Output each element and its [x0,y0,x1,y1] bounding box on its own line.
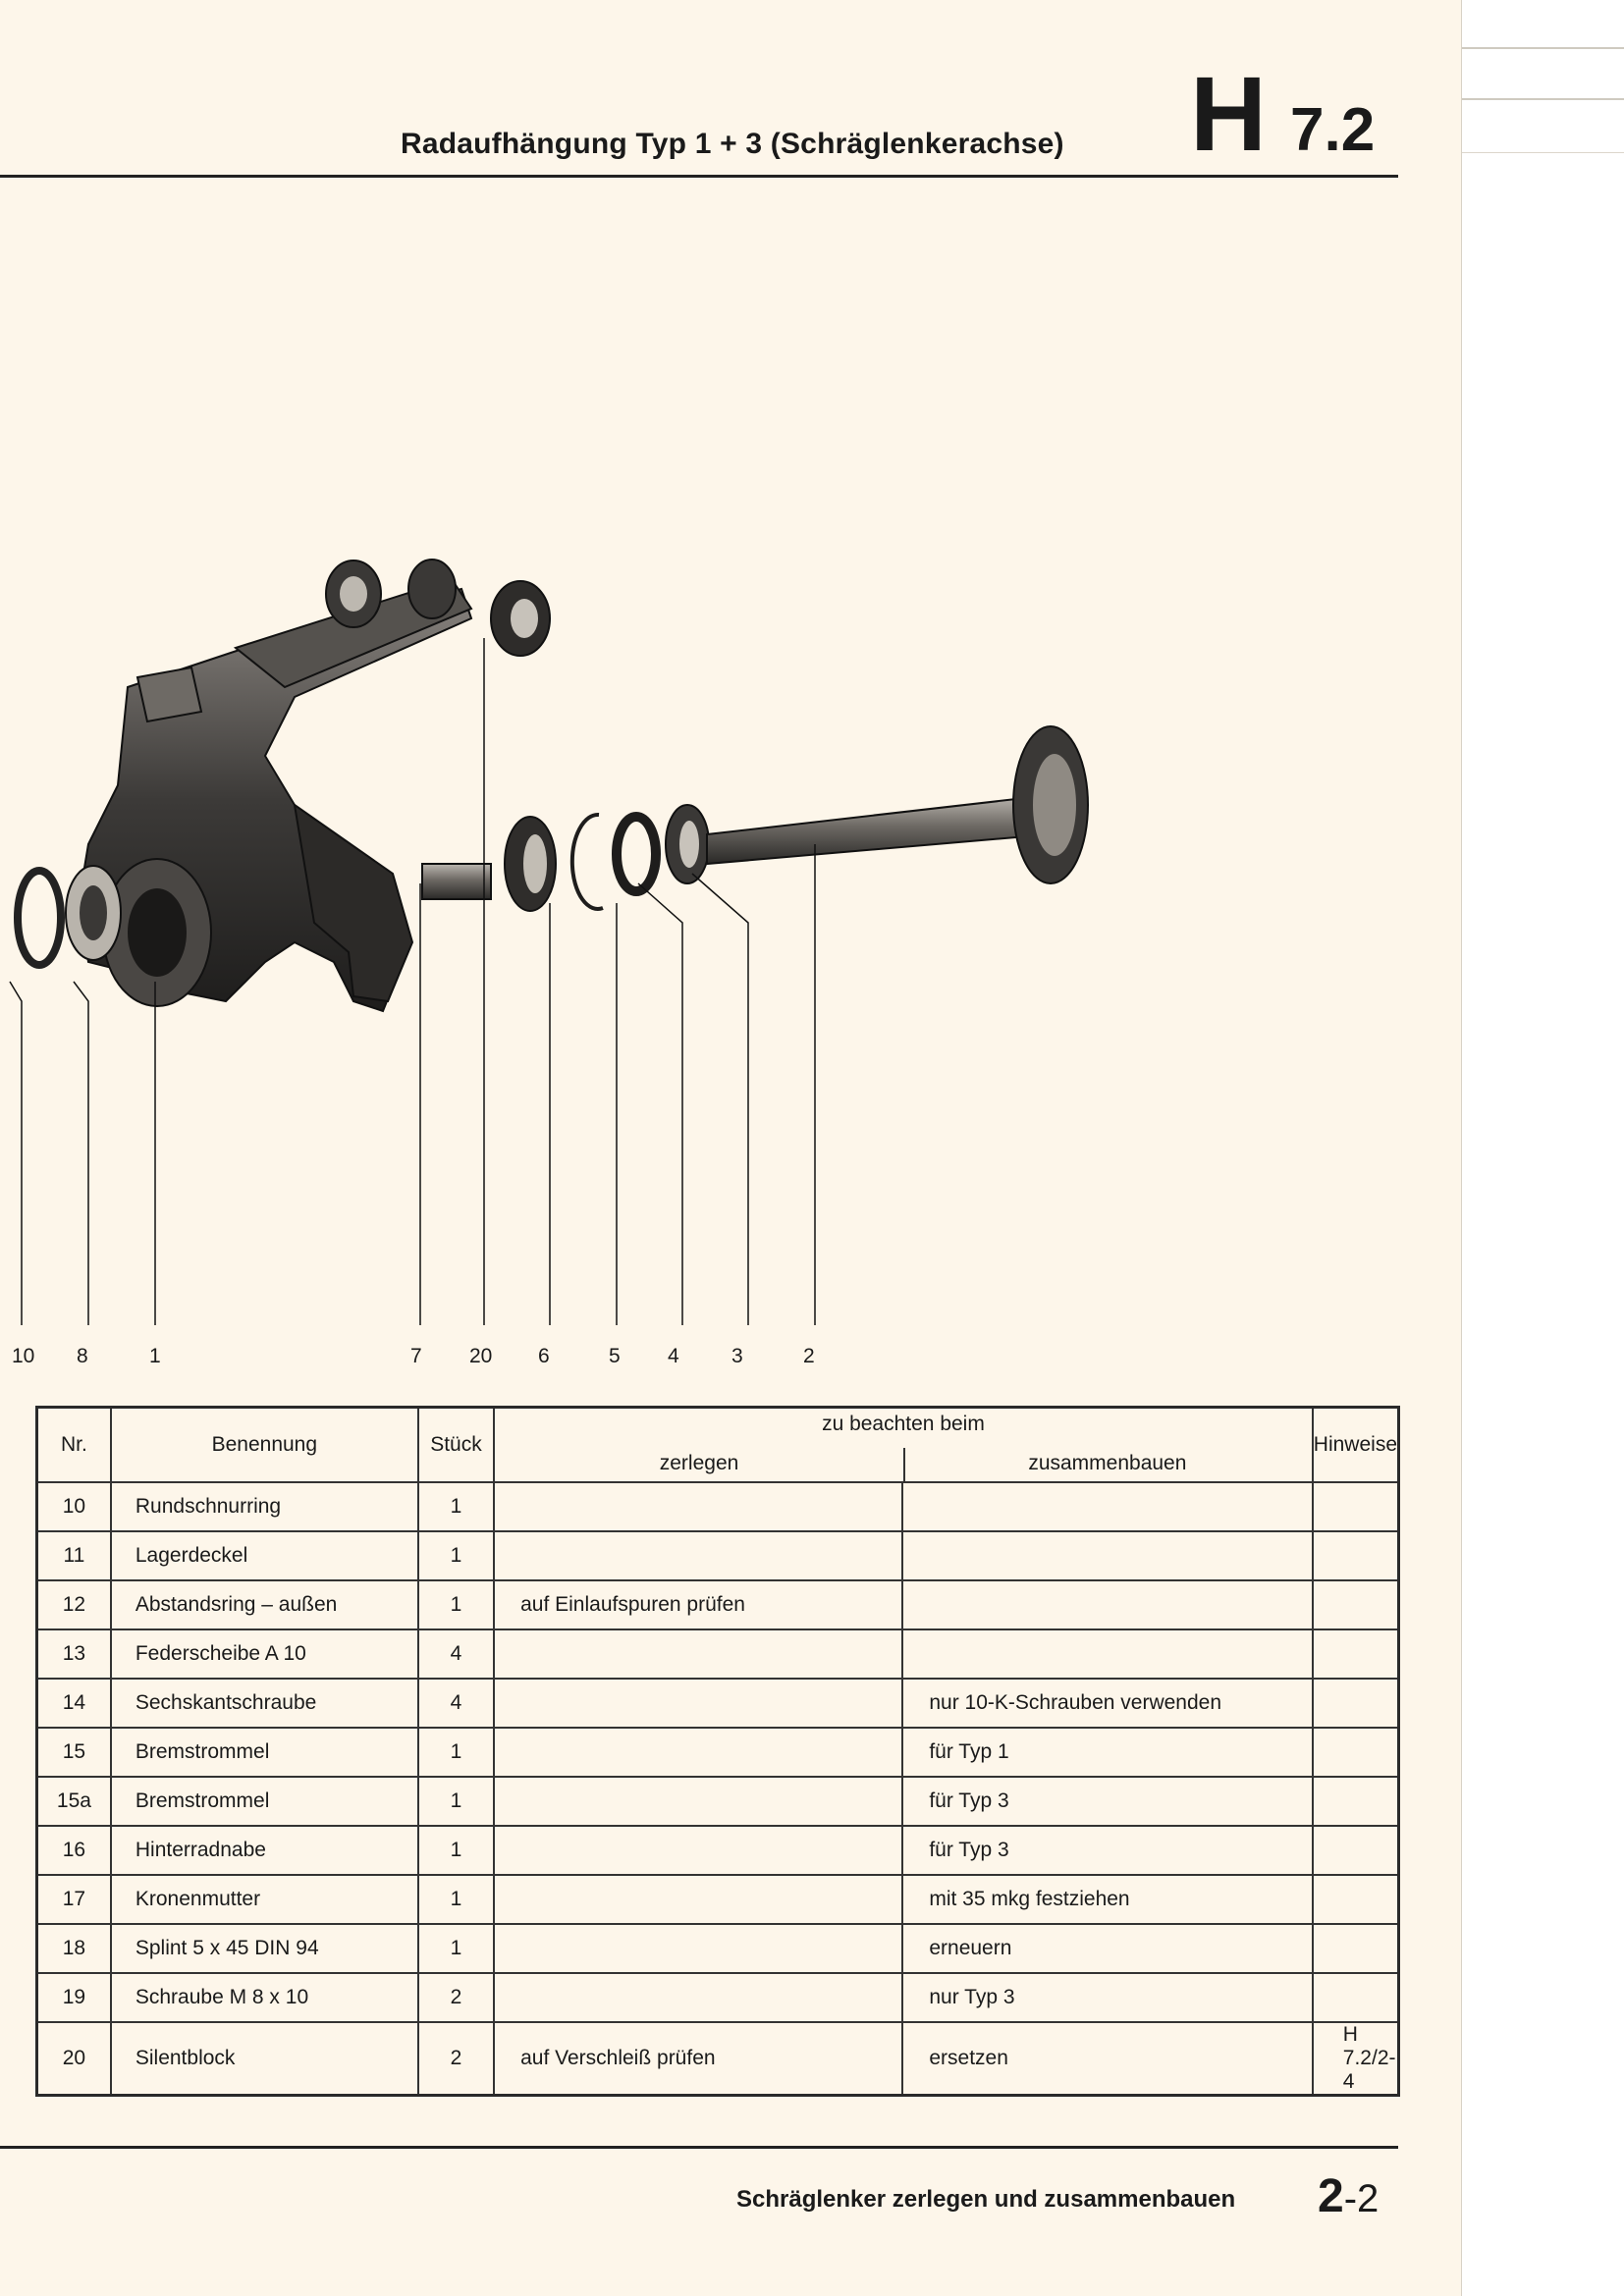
section-code [1190,54,1376,173]
cell-qty: 1 [418,1924,494,1973]
section-number: 7.2 [1290,96,1376,164]
cell-name: Hinterradnabe [111,1826,418,1875]
cell-disassemble [494,1629,902,1679]
page-separator: - [1343,2177,1358,2220]
cell-disassemble [494,1777,902,1826]
cell-name: Lagerdeckel [111,1531,418,1580]
cell-nr: 13 [37,1629,111,1679]
exploded-view-illustration [0,550,1119,1335]
cell-nr: 15 [37,1728,111,1777]
table-row [37,1973,1399,2022]
table-row [37,1580,1399,1629]
cell-nr: 14 [37,1679,111,1728]
callout-label: 1 [149,1345,161,1367]
cell-qty: 4 [418,1679,494,1728]
cell-name: Abstandsring – außen [111,1580,418,1629]
table-header-row [37,1408,1399,1483]
cell-disassemble: auf Einlaufspuren prüfen [494,1580,902,1629]
cell-assemble [902,1580,1312,1629]
cell-qty: 4 [418,1629,494,1679]
cell-assemble: ersetzen [902,2022,1312,2096]
header-disassemble: zerlegen [659,1452,739,1474]
table-row [37,1924,1399,1973]
callout-label: 10 [12,1345,35,1367]
cell-qty: 1 [418,1482,494,1531]
cell-qty: 1 [418,1875,494,1924]
cell-disassemble [494,1482,902,1531]
cell-notes [1313,1875,1399,1924]
table-row [37,1875,1399,1924]
callout-label: 8 [77,1345,88,1367]
cell-name: Rundschnurring [111,1482,418,1531]
cell-nr: 20 [37,2022,111,2096]
cell-name: Sechskantschraube [111,1679,418,1728]
table-row [37,1826,1399,1875]
cell-notes [1313,1531,1399,1580]
cell-disassemble [494,1973,902,2022]
callout-label: 5 [609,1345,621,1367]
cell-nr: 10 [37,1482,111,1531]
cell-notes [1313,1973,1399,2022]
edge-mark [1462,98,1624,100]
header-notes: Hinweise [1313,1408,1399,1483]
table-row [37,1629,1399,1679]
page-minor: 2 [1357,2177,1380,2220]
cell-nr: 18 [37,1924,111,1973]
spacer-tube [422,864,491,899]
cell-qty: 1 [418,1531,494,1580]
section-letter: H [1190,54,1267,173]
cell-disassemble: auf Verschleiß prüfen [494,2022,902,2096]
cell-nr: 17 [37,1875,111,1924]
cell-assemble: für Typ 1 [902,1728,1312,1777]
table-row [37,1531,1399,1580]
edge-mark [1462,152,1624,153]
table-row [37,1777,1399,1826]
header-group [494,1408,1313,1483]
axle-shaft [707,726,1088,883]
cell-qty: 2 [418,2022,494,2096]
cell-name: Kronenmutter [111,1875,418,1924]
header-rule [0,175,1398,178]
cell-qty: 1 [418,1777,494,1826]
cell-assemble: für Typ 3 [902,1826,1312,1875]
table-row [37,1679,1399,1728]
cell-qty: 2 [418,1973,494,2022]
cell-notes [1313,1777,1399,1826]
cell-assemble [902,1531,1312,1580]
cell-qty: 1 [418,1728,494,1777]
cell-nr: 12 [37,1580,111,1629]
cell-assemble [902,1629,1312,1679]
cell-assemble [902,1482,1312,1531]
page-edge-strip [1461,0,1624,2296]
header-nr: Nr. [37,1408,111,1483]
cell-assemble: mit 35 mkg festziehen [902,1875,1312,1924]
cell-nr: 15a [37,1777,111,1826]
cell-name: Bremstrommel [111,1728,418,1777]
callout-label: 3 [731,1345,743,1367]
table-row [37,1482,1399,1531]
cell-notes [1313,1826,1399,1875]
callout-label: 2 [803,1345,815,1367]
callout-label: 6 [538,1345,550,1367]
cell-assemble: nur Typ 3 [902,1973,1312,2022]
cell-nr: 11 [37,1531,111,1580]
bearing-set [505,805,709,911]
footer-title: Schräglenker zerlegen und zusammenbauen [736,2186,1236,2213]
footer-rule [0,2146,1398,2149]
cell-disassemble [494,1826,902,1875]
cell-qty: 1 [418,1580,494,1629]
cell-disassemble [494,1679,902,1728]
header-assemble: zusammenbauen [1028,1452,1187,1474]
page-major: 2 [1318,2170,1344,2222]
table-row [37,1728,1399,1777]
cell-name: Splint 5 x 45 DIN 94 [111,1924,418,1973]
cell-assemble: nur 10-K-Schrauben verwenden [902,1679,1312,1728]
callout-label: 4 [668,1345,679,1367]
cell-notes [1313,1679,1399,1728]
cell-disassemble [494,1728,902,1777]
cell-notes [1313,1580,1399,1629]
cell-notes [1313,1629,1399,1679]
cell-name: Schraube M 8 x 10 [111,1973,418,2022]
callout-label: 7 [410,1345,422,1367]
cell-notes [1313,1924,1399,1973]
header-group-title: zu beachten beim [822,1413,985,1435]
cell-nr: 16 [37,1826,111,1875]
cell-qty: 1 [418,1826,494,1875]
cell-assemble: erneuern [902,1924,1312,1973]
left-rings [18,866,121,965]
cell-disassemble [494,1531,902,1580]
cell-name: Bremstrommel [111,1777,418,1826]
cell-disassemble [494,1924,902,1973]
cell-notes [1313,1728,1399,1777]
cell-name: Federscheibe A 10 [111,1629,418,1679]
trailing-arm [79,579,471,1011]
cell-nr: 19 [37,1973,111,2022]
page-number [1318,2169,1379,2223]
header-qty: Stück [418,1408,494,1483]
edge-mark [1462,47,1624,49]
page-title: Radaufhängung Typ 1 + 3 (Schräglenkerachse) [401,128,1064,160]
header-name: Benennung [111,1408,418,1483]
callout-numbers [0,1335,884,1374]
cell-notes: H 7.2/2-4 [1313,2022,1399,2096]
parts-table [35,1406,1400,2097]
cell-name: Silentblock [111,2022,418,2096]
callout-label: 20 [469,1345,493,1367]
cell-notes [1313,1482,1399,1531]
table-row [37,2022,1399,2096]
cell-assemble: für Typ 3 [902,1777,1312,1826]
cell-disassemble [494,1875,902,1924]
